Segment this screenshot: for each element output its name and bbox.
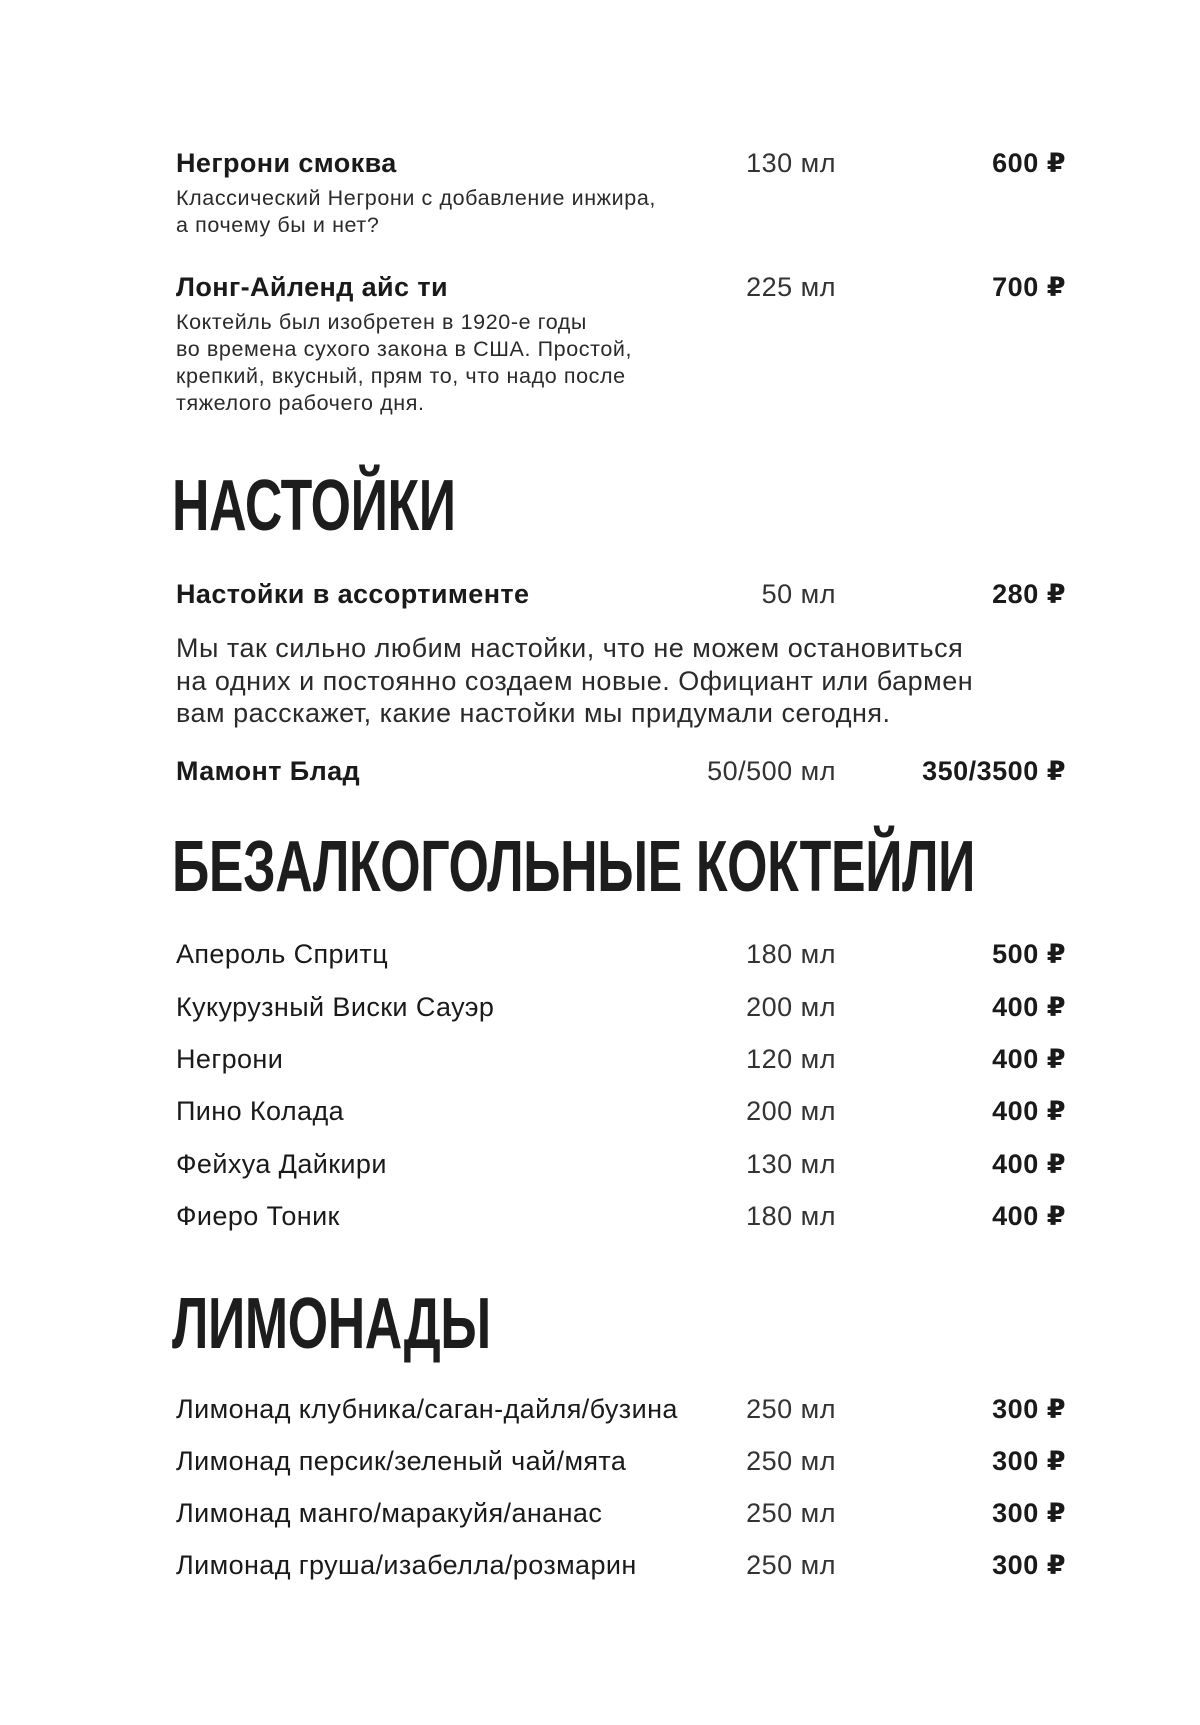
section-heading-nastoyki: НАСТОЙКИ — [172, 466, 456, 546]
item-volume: 250 мл — [746, 1550, 836, 1580]
item-volume: 250 мл — [746, 1498, 836, 1528]
menu-item — [176, 1392, 1066, 1432]
item-price: 300 ₽ — [992, 1446, 1066, 1476]
item-price: 280 ₽ — [992, 579, 1066, 609]
item-volume: 180 мл — [746, 1201, 836, 1231]
item-volume: 120 мл — [746, 1044, 836, 1074]
item-name: Мамонт Блад — [176, 756, 361, 786]
item-price: 400 ₽ — [992, 1149, 1066, 1179]
item-price: 600 ₽ — [992, 148, 1066, 178]
menu-item — [176, 990, 1066, 1030]
menu-item — [176, 1147, 1066, 1187]
item-price: 400 ₽ — [992, 992, 1066, 1022]
item-price: 300 ₽ — [992, 1550, 1066, 1580]
item-price: 400 ₽ — [992, 1096, 1066, 1126]
item-volume: 130 мл — [746, 1149, 836, 1179]
menu-item — [176, 1548, 1066, 1588]
item-volume: 200 мл — [746, 1096, 836, 1126]
item-volume: 250 мл — [746, 1394, 836, 1424]
menu-item-nastoyki-assortment — [176, 577, 1066, 617]
menu-item — [176, 1042, 1066, 1082]
menu-item-long-island — [176, 270, 1066, 310]
menu-item — [176, 1496, 1066, 1536]
section-description: Мы так сильно любим настойки, что не можем остановиться на одних и постоянно создаем новые. Официант или бармен вам расскажет, какие настойки мы придумали сегодня. — [176, 633, 974, 728]
item-volume: 250 мл — [746, 1446, 836, 1476]
item-price: 350/3500 ₽ — [922, 756, 1066, 786]
item-price: 300 ₽ — [992, 1394, 1066, 1424]
menu-item-negroni-fig — [176, 146, 1066, 186]
item-name: Лимонад груша/изабелла/розмарин — [176, 1550, 637, 1580]
item-price: 500 ₽ — [992, 939, 1066, 969]
menu-item — [176, 937, 1066, 977]
item-volume: 225 мл — [746, 272, 836, 302]
section-heading-lemonades: ЛИМОНАДЫ — [172, 1284, 491, 1364]
item-name: Лимонад персик/зеленый чай/мята — [176, 1446, 627, 1476]
item-price: 400 ₽ — [992, 1044, 1066, 1074]
item-name: Лимонад клубника/саган-дайля/бузина — [176, 1394, 678, 1424]
item-price: 700 ₽ — [992, 272, 1066, 302]
item-volume: 50/500 мл — [707, 756, 836, 786]
item-description: Коктейль был изобретен в 1920-е годы во времена сухого закона в США. Простой, крепкий, вкусный, прям то, что надо после тяжелого рабочего дня. — [176, 310, 633, 415]
item-name: Фейхуа Дайкири — [176, 1149, 387, 1179]
item-description: Классический Негрони с добавление инжира, а почему бы и нет? — [176, 186, 656, 237]
item-name: Лонг-Айленд айс ти — [176, 272, 448, 302]
item-price: 300 ₽ — [992, 1498, 1066, 1528]
item-name: Кукурузный Виски Сауэр — [176, 992, 495, 1022]
item-name: Лимонад манго/маракуйя/ананас — [176, 1498, 603, 1528]
item-name: Негрони смоква — [176, 148, 397, 178]
section-heading-non-alcoholic: БЕЗАЛКОГОЛЬНЫЕ КОКТЕЙЛИ — [172, 827, 976, 907]
menu-item — [176, 1444, 1066, 1484]
menu-item-mammoth-blood — [176, 754, 1066, 794]
item-volume: 50 мл — [761, 579, 836, 609]
item-name: Пино Колада — [176, 1096, 345, 1126]
item-volume: 130 мл — [746, 148, 836, 178]
item-volume: 180 мл — [746, 939, 836, 969]
item-name: Негрони — [176, 1044, 284, 1074]
item-name: Апероль Спритц — [176, 939, 389, 969]
menu-item — [176, 1094, 1066, 1134]
item-name: Настойки в ассортименте — [176, 579, 530, 609]
item-volume: 200 мл — [746, 992, 836, 1022]
item-name: Фиеро Тоник — [176, 1201, 340, 1231]
item-price: 400 ₽ — [992, 1201, 1066, 1231]
menu-item — [176, 1199, 1066, 1239]
